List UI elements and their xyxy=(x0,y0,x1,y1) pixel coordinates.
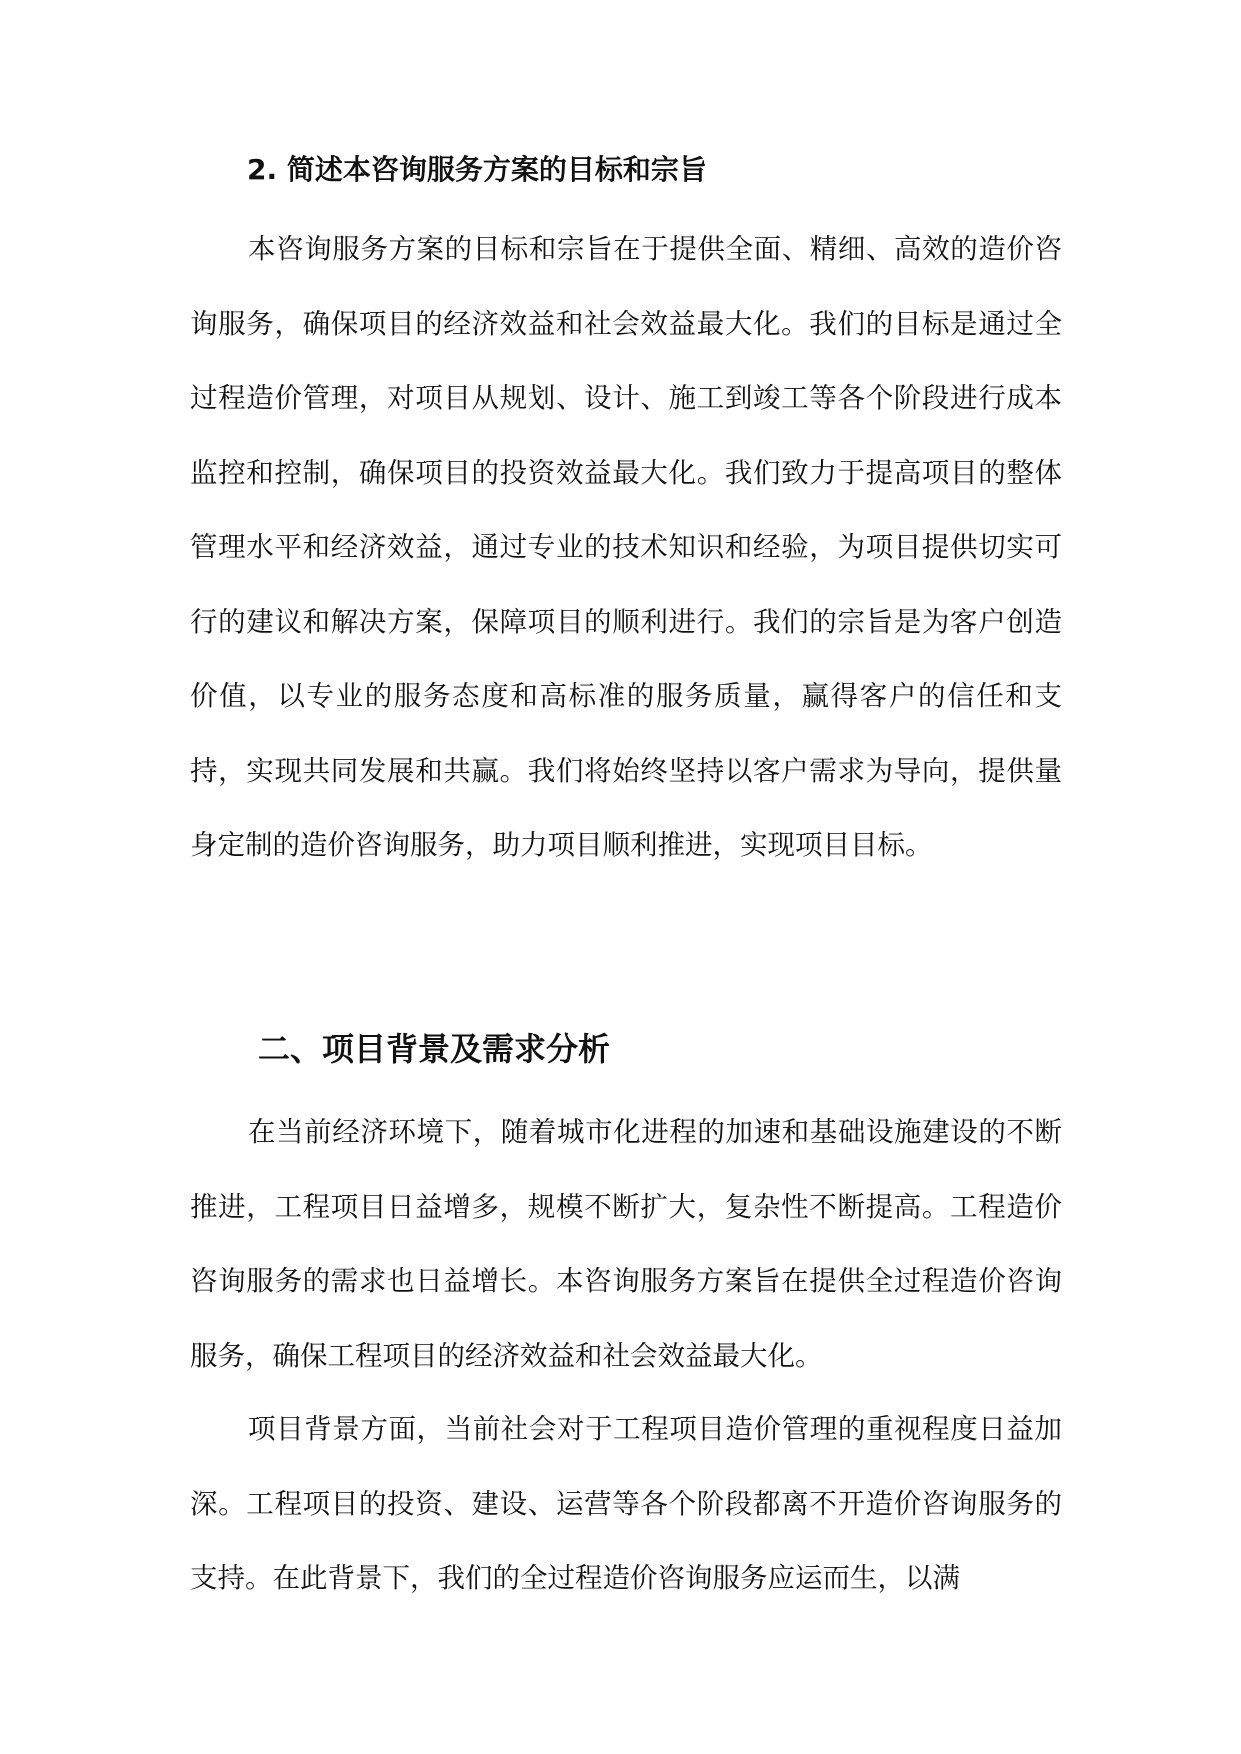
paragraph-environment: 在当前经济环境下，随着城市化进程的加速和基础设施建设的不断推进，工程项目日益增多，规模不断扩大，复杂性不断提高。工程造价咨询服务的需求也日益增长。本咨询服务方案旨在提供全过程造价咨询服务，确保工程项目的经济效益和社会效益最大化。 xyxy=(190,1116,1062,1372)
chapter-heading: 二、项目背景及需求分析 xyxy=(258,1030,611,1068)
section-heading: 2. 简述本咨询服务方案的目标和宗旨 xyxy=(247,153,707,186)
paragraph-goals: 本咨询服务方案的目标和宗旨在于提供全面、精细、高效的造价咨询服务，确保项目的经济效益和社会效益最大化。我们的目标是通过全过程造价管理，对项目从规划、设计、施工到竣工等各个阶段进行成本监控和控制，确保项目的投资效益最大化。我们致力于提高项目的整体管理水平和经济效益，通过专业的技术知识和经验，为项目提供切实可行的建议和解决方案，保障项目的顺利进行。我们的宗旨是为客户创造价值，以专业的服务态度和高标准的服务质量，赢得客户的信任和支持，实现共同发展和共赢。我们将始终坚持以客户需求为导向，提供量身定制的造价咨询服务，助力项目顺利推进，实现项目目标。 xyxy=(190,233,1062,861)
paragraph-background: 项目背景方面，当前社会对于工程项目造价管理的重视程度日益加深。工程项目的投资、建设、运营等各个阶段都离不开造价咨询服务的支持。在此背景下，我们的全过程造价咨询服务应运而生，以满 xyxy=(190,1413,1062,1594)
